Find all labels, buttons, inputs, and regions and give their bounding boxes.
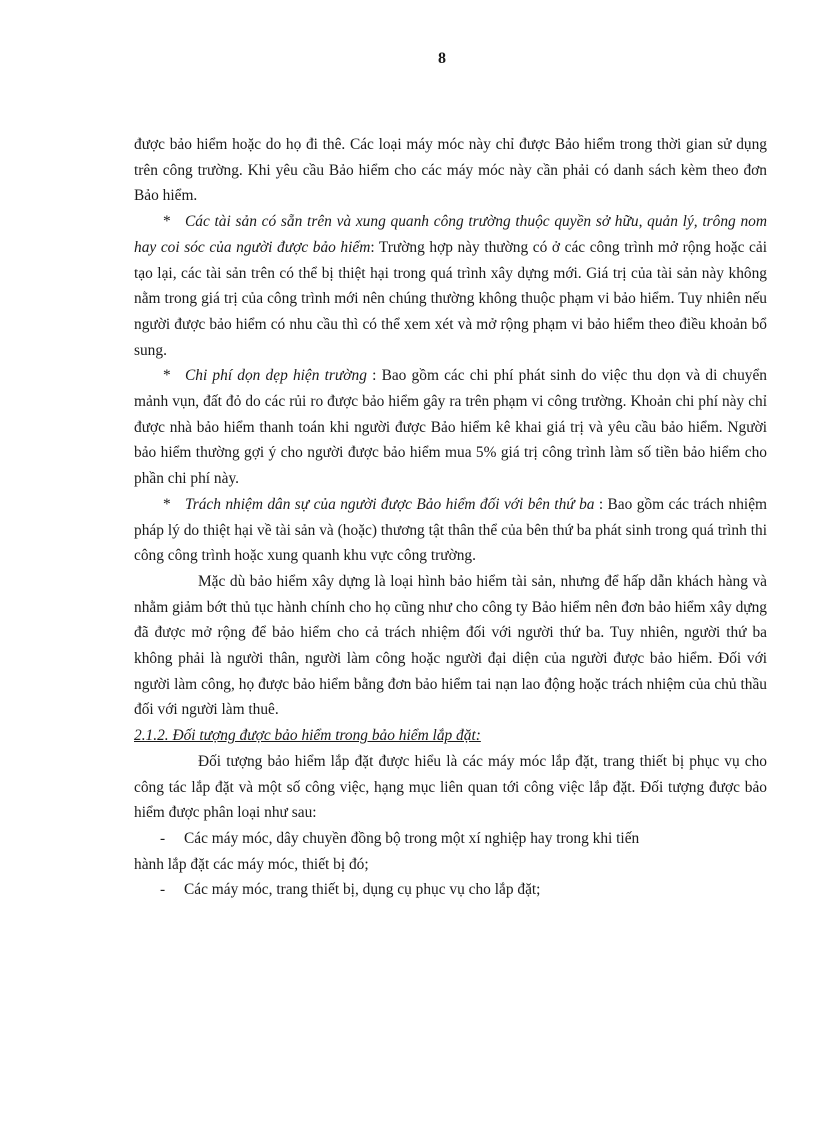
section-heading <box>134 723 767 749</box>
dash-item <box>134 826 767 852</box>
bullet-title: Trách nhiệm dân sự của người được Bảo hiểm đối với bên thứ ba <box>185 495 595 513</box>
bullet-marker: * <box>163 495 171 513</box>
page-number: 8 <box>438 50 446 67</box>
dash-item-continuation: hành lắp đặt các máy móc, thiết bị đó; <box>134 855 369 873</box>
bullet-text: : Bao gồm các chi phí phát sinh do việc thu dọn và di chuyển mảnh vụn, đất đỏ do các rủi ro được bảo hiểm gây ra trên phạm vi công trường. Khoản chi phí này chỉ được nhà bảo hiểm thanh toán khi người được Bảo hiểm kê khai giá trị và yêu cầu bảo hiểm. Người bảo hiểm thường gợi ý cho người được bảo hiểm mua 5% giá trị công trình làm số tiền bảo hiểm cho phần chi phí này. <box>134 367 767 488</box>
bullet-marker: * <box>163 213 171 231</box>
bullet-title: Các tài sản có sẵn trên và xung quanh công trường thuộc quyền sở hữu, quản lý, trông nom hay coi sóc của người được bảo hiểm <box>134 213 767 256</box>
paragraph-intro: được bảo hiểm hoặc do họ đi thê. Các loại máy móc này chỉ được Bảo hiểm trong thời gian sử dụng trên công trường. Khi yêu cầu Bảo hiểm cho các máy móc này cần phải có danh sách kèm theo đơn Bảo hiểm. <box>134 136 767 205</box>
paragraph-liability-extension: Mặc dù bảo hiểm xây dựng là loại hình bảo hiểm tài sản, nhưng để hấp dẫn khách hàng và nhằm giảm bớt thủ tục hành chính cho họ cũng như cho công ty Bảo hiểm nên đơn bảo hiểm xây dựng đã được mở rộng để bảo hiểm cho cả trách nhiệm đối với người thứ ba. Tuy nhiên, người thứ ba không phải là người thân, người làm công hoặc người đại diện của người được bảo hiểm. Đối với người làm công, họ được bảo hiểm bằng đơn bảo hiểm tai nạn lao động hoặc trách nhiệm của chủ thầu đối với người làm thuê. <box>134 572 767 719</box>
dash-marker: - <box>160 881 166 899</box>
dash-marker: - <box>160 829 166 847</box>
bullet-marker: * <box>163 367 171 385</box>
section-heading-text: 2.1.2. Đối tượng được bảo hiểm trong bảo hiểm lắp đặt: <box>134 727 481 745</box>
dash-text: Các máy móc, dây chuyền đồng bộ trong một xí nghiệp hay trong khi tiến <box>184 829 640 847</box>
bullet-existing-property <box>134 209 767 363</box>
bullet-text: : Trường hợp này thường có ở các công trình mở rộng hoặc cải tạo lại, các tài sản trên có thể bị thiệt hại trong quá trình xây dựng mới. Giá trị của tài sản này không nằm trong giá trị của công trình mới nên chúng thường không thuộc phạm vi bảo hiểm. Tuy nhiên nếu người được bảo hiểm có nhu cầu thì có thể xem xét và mở rộng phạm vi bảo hiểm theo điều khoản bổ sung. <box>134 238 767 359</box>
bullet-third-party-liability <box>134 492 767 569</box>
bullet-title: Chi phí dọn dẹp hiện trường <box>185 367 367 385</box>
dash-item <box>134 877 767 903</box>
document-body <box>134 132 767 903</box>
bullet-cleanup-cost <box>134 363 767 492</box>
paragraph-installation-objects: Đối tượng bảo hiểm lắp đặt được hiểu là các máy móc lắp đặt, trang thiết bị phục vụ cho công tác lắp đặt và một số công việc, hạng mục liên quan tới công việc lắp đặt. Đối tượng được bảo hiểm được phân loại như sau: <box>134 752 767 822</box>
bullet-text: : Bao gồm các trách nhiệm pháp lý do thiệt hại về tài sản và (hoặc) thương tật thân thể của bên thứ ba phát sinh trong quá trình thi công công trình hoặc xung quanh khu vực công trường. <box>134 495 767 565</box>
dash-text: Các máy móc, trang thiết bị, dụng cụ phục vụ cho lắp đặt; <box>184 881 541 899</box>
